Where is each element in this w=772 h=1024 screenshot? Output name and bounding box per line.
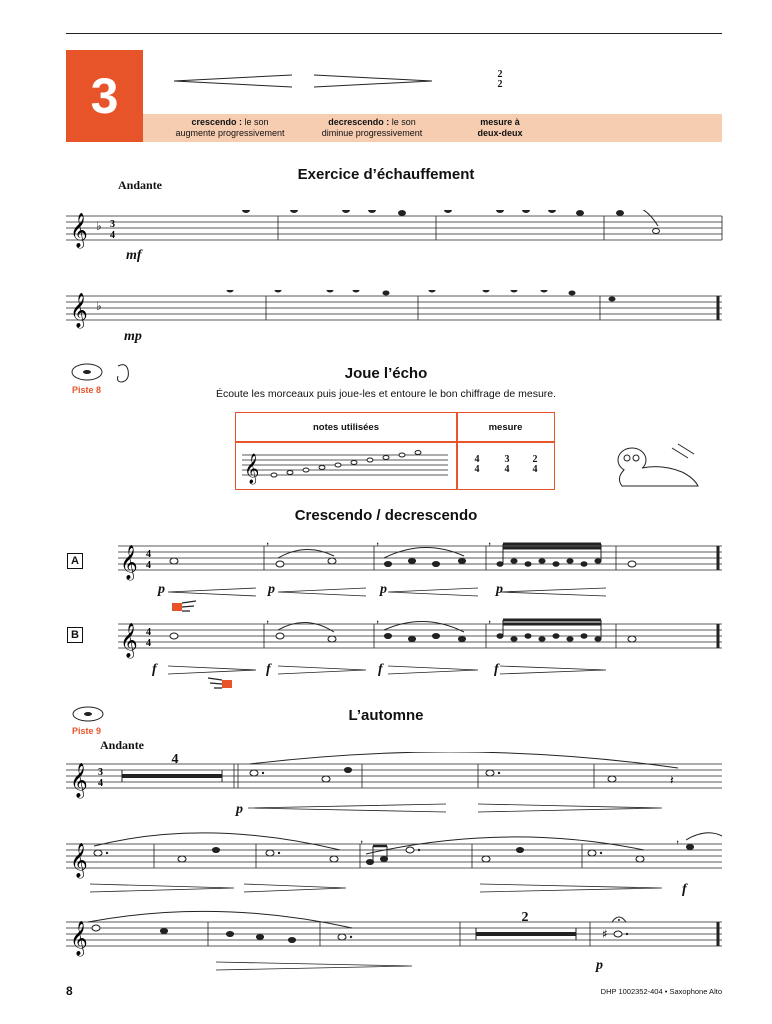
crescendo-section-title: Crescendo / decrescendo [294, 507, 478, 524]
dynamic-a-4: p [496, 582, 503, 597]
legend-decrescendo: decrescendo : le son diminue progressivement [321, 117, 423, 138]
svg-text:𝄞: 𝄞 [70, 293, 88, 328]
svg-text:,: , [266, 616, 270, 625]
echo-instruction: Écoute les morceaux puis joue-les et entoure le bon chiffrage de mesure. [215, 388, 557, 400]
svg-text:,: , [676, 832, 680, 845]
svg-text:4: 4 [98, 778, 103, 789]
mesure-option-4-4[interactable]: 4 4 [474, 454, 480, 475]
rest-count-2: 2 [521, 910, 529, 925]
svg-text:𝄞: 𝄞 [120, 545, 138, 580]
mesure-option-3-4[interactable]: 3 4 [504, 454, 510, 475]
svg-text:,: , [376, 616, 380, 625]
time-signature-2-2: 2 2 [497, 69, 503, 90]
top-rule [66, 33, 722, 34]
svg-text:♭: ♭ [96, 299, 102, 313]
svg-text:𝄞: 𝄞 [70, 213, 88, 248]
dynamic-a-3: p [380, 582, 387, 597]
crescendo-hairpin-icon [172, 74, 294, 88]
svg-text:3: 3 [110, 219, 115, 230]
svg-text:4: 4 [110, 230, 115, 241]
dynamic-b-1: f [152, 662, 157, 677]
line-b-label: B [67, 627, 83, 643]
dynamic-a-2: p [268, 582, 275, 597]
lesson-number-badge: 3 [66, 50, 143, 142]
automne-tempo: Andante [100, 738, 145, 752]
notes-header: notes utilisées [313, 421, 379, 433]
svg-text:𝄞: 𝄞 [244, 454, 260, 484]
dynamic-b-3: f [378, 662, 383, 677]
exercise-title: Exercice d’échauffement [297, 166, 475, 183]
legend-mesure: mesure à deux-deux [477, 117, 523, 138]
automne-staff-2 [66, 832, 724, 896]
notes-table [235, 412, 555, 490]
svg-text:,: , [488, 616, 492, 625]
svg-text:3: 3 [98, 767, 103, 778]
svg-text:𝄞: 𝄞 [70, 921, 88, 956]
svg-text:,: , [488, 538, 492, 547]
dynamic-mp: mp [124, 329, 142, 344]
svg-text:𝄽: 𝄽 [670, 773, 674, 787]
automne-title: L’automne [348, 707, 424, 724]
svg-text:4: 4 [146, 560, 151, 571]
mesure-option-2-4[interactable]: 2 4 [532, 454, 538, 475]
cartoon-illustration [602, 440, 706, 492]
dynamic-b-4: f [494, 662, 499, 677]
svg-text:,: , [376, 538, 380, 547]
svg-text:♭: ♭ [96, 219, 102, 233]
dynamic-mf: mf [126, 248, 142, 263]
svg-text:4: 4 [146, 638, 151, 649]
dynamic-a-1: p [158, 582, 165, 597]
tempo-marking: Andante [118, 178, 163, 192]
piste-8-label: Piste 8 [72, 385, 102, 395]
automne-dynamic-p-2: p [596, 958, 603, 973]
piste-9-label: Piste 9 [72, 726, 102, 736]
page-number: 8 [66, 984, 73, 998]
echo-title: Joue l’écho [344, 365, 428, 382]
notes-staff [242, 447, 450, 485]
automne-dynamic-p-1: p [236, 802, 243, 817]
svg-text:4: 4 [146, 549, 151, 560]
automne-dynamic-f: f [682, 882, 687, 897]
footer-reference: DHP 1002352-404 • Saxophone Alto [600, 987, 722, 996]
svg-text:𝄞: 𝄞 [70, 843, 88, 878]
line-a-label: A [67, 553, 83, 569]
warmup-staff-2 [66, 290, 724, 330]
rest-count-4: 4 [171, 752, 179, 767]
decrescendo-hairpin-icon [312, 74, 434, 88]
automne-staff-3 [66, 910, 724, 974]
pointing-hand-icon [170, 597, 200, 613]
svg-text:4: 4 [146, 627, 151, 638]
warmup-staff-1 [66, 210, 724, 250]
pointing-hand-icon [204, 676, 234, 692]
svg-text:♯: ♯ [602, 927, 608, 941]
svg-text:,: , [266, 538, 270, 547]
mesure-header: mesure [488, 421, 523, 433]
dynamic-b-2: f [266, 662, 271, 677]
crescendo-staff-a [118, 538, 724, 618]
legend-crescendo: crescendo : le son augmente progressivement [175, 117, 285, 138]
svg-text:,: , [360, 832, 364, 845]
svg-text:𝄞: 𝄞 [70, 763, 88, 798]
svg-text:𝄞: 𝄞 [120, 623, 138, 658]
